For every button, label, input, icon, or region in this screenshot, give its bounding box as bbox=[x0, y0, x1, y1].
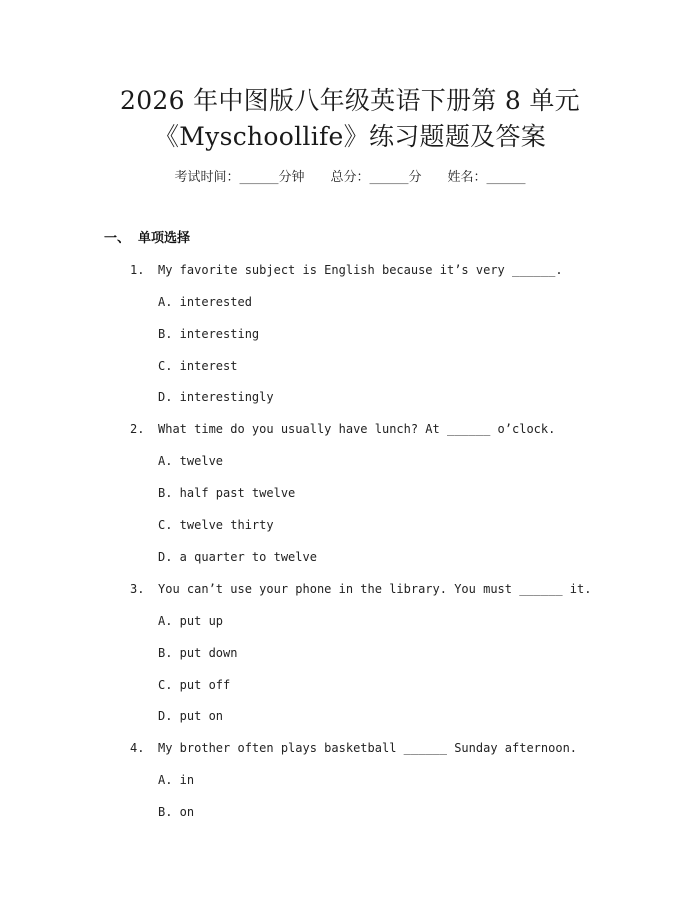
option-a: A. in bbox=[158, 773, 195, 787]
question-text: My brother often plays basketball ______ Sunday afternoon. bbox=[158, 741, 578, 755]
section-title: 单项选择 bbox=[138, 231, 191, 246]
document-title-line-2: 《Myschoollife》练习题题及答案 bbox=[153, 122, 547, 151]
question-number: 4. bbox=[130, 741, 145, 755]
question-text: What time do you usually have lunch? At ______ o’clock. bbox=[158, 422, 556, 436]
option-c: C. interest bbox=[158, 359, 238, 373]
option-d: D. put on bbox=[158, 709, 224, 723]
option-a: A. twelve bbox=[158, 454, 224, 468]
option-d: D. interestingly bbox=[158, 390, 274, 404]
option-a: A. put up bbox=[158, 614, 224, 628]
question-text: My favorite subject is English because it’s very ______. bbox=[158, 263, 563, 277]
student-name-field: 姓名：______ bbox=[447, 170, 526, 185]
option-b: B. interesting bbox=[158, 327, 260, 341]
exam-info bbox=[0, 169, 700, 187]
option-b: B. on bbox=[158, 805, 195, 819]
option-c: C. twelve thirty bbox=[158, 518, 274, 532]
section-heading bbox=[104, 230, 190, 248]
total-score-field: 总分：______分 bbox=[330, 170, 422, 185]
option-a: A. interested bbox=[158, 295, 252, 309]
question-text: You can’t use your phone in the library. You must ______ it. bbox=[158, 582, 592, 596]
question-number: 1. bbox=[130, 263, 145, 277]
question-number: 3. bbox=[130, 582, 145, 596]
option-c: C. put off bbox=[158, 678, 231, 692]
option-d: D. a quarter to twelve bbox=[158, 550, 317, 564]
option-b: B. half past twelve bbox=[158, 486, 296, 500]
section-number: 一、 bbox=[104, 231, 131, 246]
document-title-line-1: 2026 年中图版八年级英语下册第 8 单元 bbox=[120, 86, 580, 115]
question-number: 2. bbox=[130, 422, 145, 436]
option-b: B. put down bbox=[158, 646, 238, 660]
exam-time-field: 考试时间：______分钟 bbox=[174, 170, 305, 185]
